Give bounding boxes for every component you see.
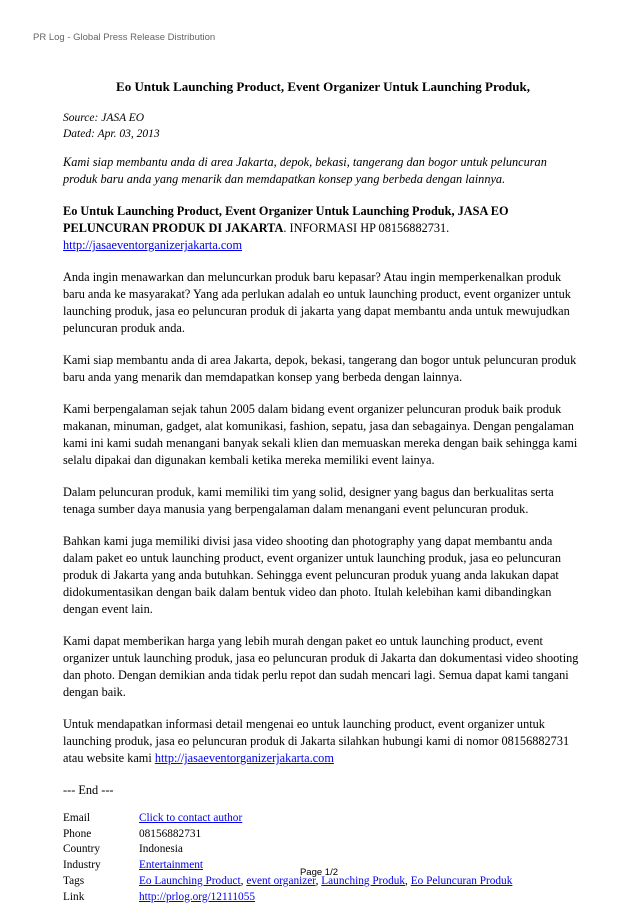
- body-paragraph: Bahkan kami juga memiliki divisi jasa video shooting dan photography yang dapat membantu anda dalam paket eo untuk launching product, event organizer untuk launching produk, jasa eo peluncuran produk di Jakarta yang anda butuhkan. Sehingga event peluncuran produk yuang anda lakukan dapat didokumentasikan dengan baik dalam bentuk video dan photo. Itulah kelebihan kami dibandingkan dengan event lain.: [63, 534, 561, 616]
- info-label: Phone: [63, 827, 92, 840]
- closing-text: Untuk mendapatkan informasi detail mengenai eo untuk launching product, event organizer untuk launching produk, jasa eo peluncuran produk di Jakarta silahkan hubungi kami di nomor 08156882731 atau website kami: [63, 717, 570, 765]
- body-paragraph: Dalam peluncuran produk, kami memiliki tim yang solid, designer yang bagus dan berkualitas serta tenaga sumber daya manusia yang berpengalaman dalam menangani event peluncuran produk.: [63, 485, 554, 516]
- prlog-link[interactable]: http://prlog.org/12111055: [139, 890, 256, 903]
- contact-author-link[interactable]: Click to contact author: [139, 812, 243, 824]
- body-paragraph: Anda ingin menawarkan dan meluncurkan produk baru kepasar? Atau ingin memperkenalkan produk baru anda ke masyarakat? Yang ada perlukan adalah eo untuk launching product, event organizer untuk launching produk, jasa eo peluncuran produk di jakarta yang dapat membantu anda untuk mewujudkan peluncuran produk anda.: [63, 270, 571, 335]
- end-marker: --- End ---: [63, 783, 114, 797]
- info-label: Email: [63, 812, 90, 824]
- info-value: [139, 811, 512, 827]
- info-row-country: [63, 842, 512, 858]
- info-label: Tags: [63, 874, 85, 887]
- page-number: Page 1/2: [299, 867, 339, 878]
- info-label: Link: [63, 890, 85, 903]
- intro-bold-text: Eo Untuk Launching Product, Event Organizer Untuk Launching Produk, JASA EO PELUNCURAN PRODUK DI JAKARTA: [63, 204, 509, 235]
- industry-link[interactable]: Entertainment: [139, 859, 203, 872]
- intro-text: . INFORMASI HP 08156882731.: [283, 221, 450, 235]
- info-label: Industry: [63, 859, 101, 872]
- tag-separator: ,: [240, 874, 247, 887]
- source-line: Source: JASA EO: [63, 112, 145, 124]
- dated-line: Dated: Apr. 03, 2013: [63, 128, 160, 140]
- info-value: 08156882731: [139, 827, 202, 840]
- contact-info-table: [63, 811, 512, 905]
- info-row-email: [63, 811, 512, 827]
- info-row-phone: [63, 827, 512, 843]
- intro-paragraph: [63, 203, 583, 254]
- closing-website-link[interactable]: http://jasaeventorganizerjakarta.com: [154, 751, 334, 765]
- tag-link[interactable]: event organizer: [246, 874, 316, 887]
- tag-separator: ,: [315, 874, 322, 887]
- press-release-body: [63, 78, 583, 905]
- info-label: Country: [63, 843, 101, 856]
- site-header: PR Log - Global Press Release Distribution: [33, 32, 216, 43]
- summary: Kami siap membantu anda di area Jakarta, depok, bekasi, tangerang dan bogor untuk peluncuran produk baru anda yang menarik dan memdapatkan konsep yang berbeda dengan lainnya.: [63, 155, 547, 186]
- page-title: Eo Untuk Launching Product, Event Organizer Untuk Launching Produk,: [116, 79, 530, 94]
- info-value: Indonesia: [139, 843, 183, 856]
- body-paragraph: Kami siap membantu anda di area Jakarta, depok, bekasi, tangerang dan bogor untuk peluncuran produk baru anda yang menarik dan memdapatkan konsep yang berbeda dengan lainnya.: [63, 353, 577, 384]
- tag-separator: ,: [405, 874, 411, 887]
- closing-paragraph: [63, 716, 583, 767]
- body-paragraph: Kami dapat memberikan harga yang lebih murah dengan paket eo untuk launching product, event organizer untuk launching produk, jasa eo peluncuran produk di Jakarta dan dokumentasi video shooting dan photo. Dengan demikian anda tidak perlu repot dan sudah mencari lagi. Semua dapat kami tangani dengan baik.: [63, 634, 579, 699]
- website-link[interactable]: http://jasaeventorganizerjakarta.com: [63, 238, 243, 252]
- body-paragraph: Kami berpengalaman sejak tahun 2005 dalam bidang event organizer peluncuran produk baik produk makanan, minuman, gadget, alat komunikasi, fashion, sepatu, jasa dan sebagainya. Dengan pengalaman kami ini kami sudah menangani banyak sekali klien dan memuaskan mereka dengan baik sehingga kami selalu dipakai dan digunakan kembali ketika mereka memiliki event lainya.: [63, 402, 578, 467]
- tag-link[interactable]: Launching Produk: [321, 874, 406, 887]
- tag-link[interactable]: Eo Peluncuran Produk: [410, 874, 513, 887]
- tag-link[interactable]: Eo Launching Product: [139, 874, 241, 887]
